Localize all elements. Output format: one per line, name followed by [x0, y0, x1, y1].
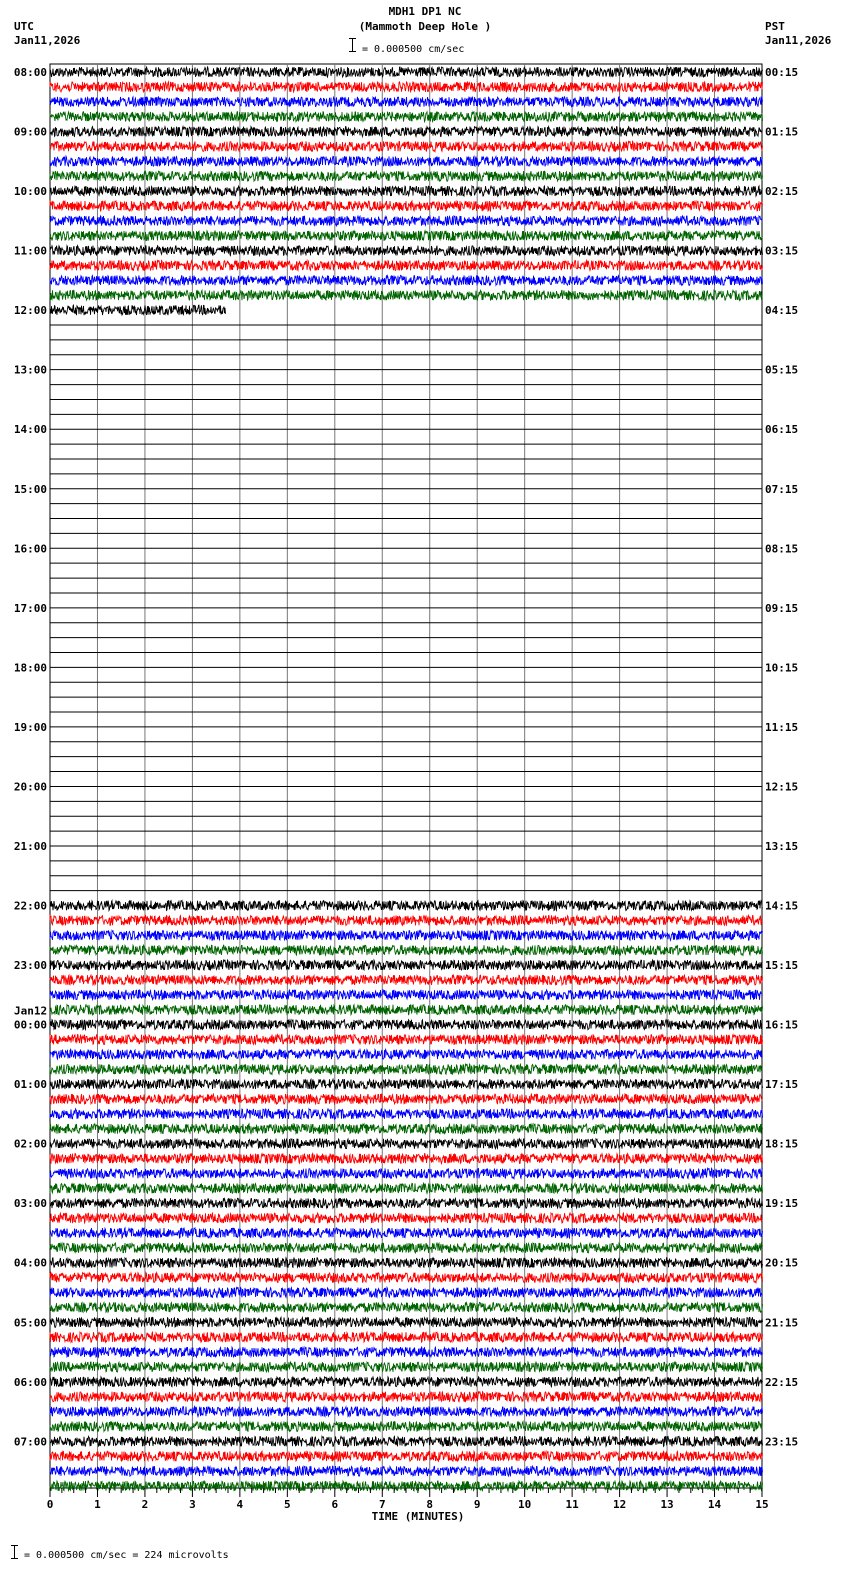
pst-hour-label: 09:15: [765, 601, 799, 615]
pst-hour-label: 20:15: [765, 1256, 799, 1270]
x-tick-label: 14: [707, 1498, 722, 1511]
utc-hour-label: 13:00: [13, 363, 47, 377]
pst-hour-label: 02:15: [765, 185, 799, 199]
x-tick-label: 7: [378, 1498, 386, 1511]
seismic-trace: [50, 1273, 763, 1283]
x-tick-label: 0: [46, 1498, 54, 1511]
pst-hour-label: 07:15: [765, 482, 799, 496]
x-axis-label: TIME (MINUTES): [371, 1510, 465, 1523]
seismic-trace: [50, 1288, 763, 1298]
seismic-trace: [50, 171, 763, 181]
x-tick-label: 8: [426, 1498, 434, 1511]
utc-hour-label: 17:00: [13, 601, 47, 615]
seismic-trace: [50, 67, 763, 77]
seismic-trace: [50, 1168, 763, 1178]
pst-hour-label: 19:15: [765, 1197, 799, 1211]
seismic-trace: [50, 1020, 763, 1030]
utc-hour-label: 22:00: [13, 899, 47, 913]
seismic-trace: [50, 97, 763, 107]
utc-hour-label: 09:00: [13, 125, 47, 139]
seismic-trace: [50, 1362, 763, 1372]
utc-hour-label: 21:00: [13, 839, 47, 853]
seismic-trace: [50, 1258, 763, 1268]
pst-hour-label: 15:15: [765, 959, 799, 973]
seismic-trace: [50, 1332, 763, 1342]
footer-scale-bar-icon: [14, 1545, 15, 1559]
pst-hour-label: 17:15: [765, 1078, 799, 1092]
seismic-trace: [50, 1317, 763, 1327]
seismic-trace: [50, 156, 763, 166]
seismic-trace: [50, 1035, 763, 1045]
date-change-label: Jan12: [14, 1004, 48, 1018]
pst-hour-label: 06:15: [765, 423, 799, 437]
utc-hour-label: 12:00: [13, 304, 47, 318]
utc-hour-label: 14:00: [13, 423, 47, 437]
seismic-trace: [50, 1243, 763, 1253]
seismic-trace: [50, 127, 763, 137]
seismic-trace: [50, 216, 763, 226]
pst-hour-label: 14:15: [765, 899, 799, 913]
utc-hour-label: 18:00: [13, 661, 47, 675]
pst-hour-label: 23:15: [765, 1435, 799, 1449]
utc-hour-label: 20:00: [13, 780, 47, 794]
title: MDH1 DP1 NC: [388, 5, 462, 18]
seismic-trace: [50, 1377, 763, 1387]
seismic-trace: [50, 915, 763, 925]
seismic-trace: [50, 1407, 763, 1417]
seismic-trace: [50, 1347, 763, 1357]
utc-hour-label: 04:00: [13, 1256, 47, 1270]
utc-hour-label: 15:00: [13, 482, 47, 496]
x-tick-label: 3: [189, 1498, 196, 1511]
seismic-trace: [50, 1064, 763, 1074]
utc-hour-label: 03:00: [13, 1197, 47, 1211]
x-tick-label: 15: [755, 1498, 769, 1511]
seismic-trace: [50, 1109, 763, 1119]
pst-hour-label: 08:15: [765, 542, 799, 556]
seismic-trace: [50, 930, 763, 940]
x-tick-label: 1: [94, 1498, 101, 1511]
pst-hour-label: 21:15: [765, 1316, 799, 1330]
utc-hour-label: 11:00: [13, 244, 47, 258]
seismic-trace: [50, 141, 763, 151]
utc-hour-label: 23:00: [13, 959, 47, 973]
seismic-trace: [50, 246, 763, 256]
seismic-trace: [50, 1079, 763, 1089]
pst-hour-label: 01:15: [765, 125, 799, 139]
seismic-trace: [50, 1005, 763, 1015]
utc-hour-label: 08:00: [13, 66, 47, 79]
scale-label: = 0.000500 cm/sec: [362, 44, 465, 55]
x-tick-label: 5: [284, 1498, 291, 1511]
seismic-trace: [50, 1422, 763, 1432]
x-tick-label: 11: [565, 1498, 579, 1511]
pst-hour-label: 03:15: [765, 244, 799, 258]
utc-hour-label: 19:00: [13, 720, 47, 734]
seismic-trace: [50, 1139, 763, 1149]
footer-scale-note: = 0.000500 cm/sec = 224 microvolts: [24, 1550, 229, 1561]
seismic-trace: [50, 1183, 763, 1193]
seismic-trace: [50, 231, 763, 241]
pst-hour-label: 10:15: [765, 661, 799, 675]
seismic-trace: [50, 1049, 763, 1059]
pst-hour-label: 12:15: [765, 780, 799, 794]
utc-hour-label: 02:00: [13, 1137, 47, 1151]
pst-hour-label: 11:15: [765, 720, 799, 734]
seismic-trace: [50, 1124, 763, 1134]
utc-hour-label: 00:00: [13, 1018, 47, 1032]
seismic-trace: [50, 261, 763, 271]
subtitle: (Mammoth Deep Hole ): [358, 20, 492, 33]
seismic-trace: [50, 1451, 763, 1461]
x-tick-label: 9: [473, 1498, 481, 1511]
seismic-trace: [50, 1302, 763, 1312]
x-tick-label: 6: [331, 1498, 339, 1511]
pst-hour-label: 04:15: [765, 304, 799, 318]
pst-hour-label: 05:15: [765, 363, 799, 377]
seismic-trace: [50, 1213, 763, 1223]
utc-hour-label: 06:00: [13, 1375, 47, 1389]
seismic-trace: [50, 201, 763, 211]
x-tick-label: 4: [236, 1498, 244, 1511]
seismic-trace: [50, 1228, 763, 1238]
x-tick-label: 2: [141, 1498, 149, 1511]
right-date: Jan11,2026: [765, 34, 832, 47]
seismic-trace: [50, 1392, 763, 1402]
x-tick-label: 13: [660, 1498, 674, 1511]
utc-hour-label: 16:00: [13, 542, 47, 556]
seismic-trace: [50, 305, 226, 315]
seismic-trace: [50, 275, 763, 285]
x-tick-label: 10: [518, 1498, 532, 1511]
seismic-trace: [50, 1154, 763, 1164]
utc-hour-label: 01:00: [13, 1078, 47, 1092]
seismic-trace: [50, 990, 763, 1000]
seismic-trace: [50, 186, 763, 196]
seismic-trace: [50, 960, 763, 970]
utc-hour-label: 07:00: [13, 1435, 47, 1449]
seismic-trace: [50, 1436, 763, 1446]
seismic-trace: [50, 1466, 763, 1476]
seismic-trace: [50, 82, 763, 92]
utc-hour-label: 10:00: [13, 185, 47, 199]
seismic-trace: [50, 112, 763, 122]
pst-hour-label: 16:15: [765, 1018, 799, 1032]
seismic-trace: [50, 1198, 763, 1208]
pst-hour-label: 22:15: [765, 1375, 799, 1389]
seismic-trace: [50, 945, 763, 955]
left-timezone: UTC: [14, 20, 34, 33]
seismic-trace: [50, 901, 763, 911]
seismic-trace: [50, 1094, 763, 1104]
x-tick-label: 12: [612, 1498, 627, 1511]
seismic-trace: [50, 975, 763, 985]
pst-hour-label: 18:15: [765, 1137, 799, 1151]
right-timezone: PST: [765, 20, 785, 33]
left-date: Jan11,2026: [14, 34, 81, 47]
seismic-trace: [50, 290, 763, 300]
pst-hour-label: 00:15: [765, 66, 799, 79]
pst-hour-label: 13:15: [765, 839, 799, 853]
utc-hour-label: 05:00: [13, 1316, 47, 1330]
